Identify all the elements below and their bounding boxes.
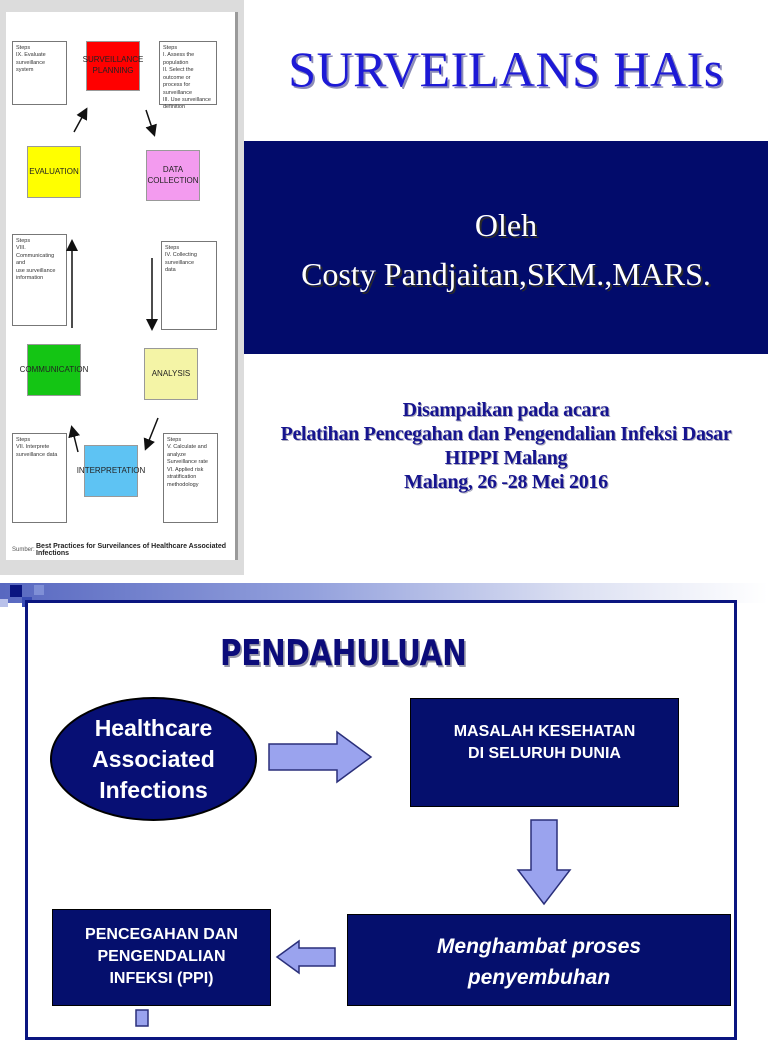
masalah-line: MASALAH KESEHATAN (453, 723, 636, 740)
hai-line: Healthcare (94, 714, 213, 741)
decorative-square (10, 585, 22, 597)
arrow-interpretation-to-communication (72, 428, 78, 452)
stage-label: ANALYSIS (151, 368, 191, 378)
stage-label: DATA COLLECTION (147, 164, 199, 185)
arrow-planning-to-collection (146, 110, 154, 134)
steps-evaluate-box: Steps IX. Evaluate surveillance system (12, 41, 67, 105)
arrow-left-icon (275, 939, 337, 975)
decorative-square (0, 599, 8, 607)
masalah-box (410, 698, 679, 807)
ppi-line: PENGENDALIAN (97, 948, 226, 965)
oleh-label: Oleh (474, 207, 538, 243)
menghambat-line: penyembuhan (467, 966, 611, 989)
arrow-evaluation-to-planning (74, 110, 86, 132)
menghambat-line: Menghambat proses (436, 935, 642, 958)
arrow-analysis-to-interpretation (146, 418, 158, 448)
slide-title-text: PENDAHULUAN (220, 633, 467, 674)
event-line: Pelatihan Pencegahan dan Pengendalian Infeksi Dasar (280, 423, 732, 445)
stage-label: COMMUNICATION (19, 364, 89, 374)
steps-interpret-box: Steps VII. Interprete surveillance data (12, 433, 67, 523)
ppi-line: PENCEGAHAN DAN (85, 926, 238, 943)
hai-line: Infections (99, 776, 208, 803)
arrow-right-icon (267, 730, 377, 784)
steps-assess-box: Steps I. Assess the population II. Select the outcome or process for surveillance III. Use surveillance definition (159, 41, 217, 105)
cycle-arrows (6, 12, 238, 560)
author-band (244, 141, 768, 354)
stage-label: INTERPRETATION (76, 465, 146, 475)
author-name: Costy Pandjaitan,SKM.,MARS. (301, 256, 711, 292)
stage-label: SURVEILLANCE PLANNING (82, 55, 144, 75)
figure-caption: Best Practices for Surveilances of Healthcare Associated Infections (36, 543, 226, 557)
decorative-square (34, 585, 44, 595)
event-info (244, 398, 768, 494)
hai-line: Associated (92, 745, 215, 772)
arrow-down-icon (516, 818, 572, 906)
ppi-line: INFEKSI (PPI) (109, 970, 214, 987)
event-line: Malang, 26 -28 Mei 2016 (404, 471, 608, 493)
arrow-down-icon (133, 1010, 153, 1026)
steps-calculate-box: Steps V. Calculate and analyze Surveillance rate VI. Applied risk stratification methodology (163, 433, 218, 523)
surveillance-cycle-figure (0, 0, 244, 575)
event-line: HIPPI Malang (444, 447, 568, 469)
figure-canvas (6, 12, 238, 560)
figure-source: Sumber: (12, 547, 35, 553)
steps-communicate-box: Steps VIII. Communicating and use surveillance information (12, 234, 67, 326)
stage-label: EVALUATION (29, 166, 79, 176)
slide-pendahuluan (0, 575, 768, 1024)
hai-oval (50, 697, 257, 821)
event-line: Disampaikan pada acara (402, 399, 610, 421)
ppi-box (52, 909, 271, 1006)
masalah-line: DI SELURUH DUNIA (468, 745, 621, 762)
steps-collect-box: Steps IV. Collecting surveillance data (161, 241, 217, 330)
slide-title-text: SURVEILANS HAIs (288, 41, 724, 97)
menghambat-box (347, 914, 731, 1006)
